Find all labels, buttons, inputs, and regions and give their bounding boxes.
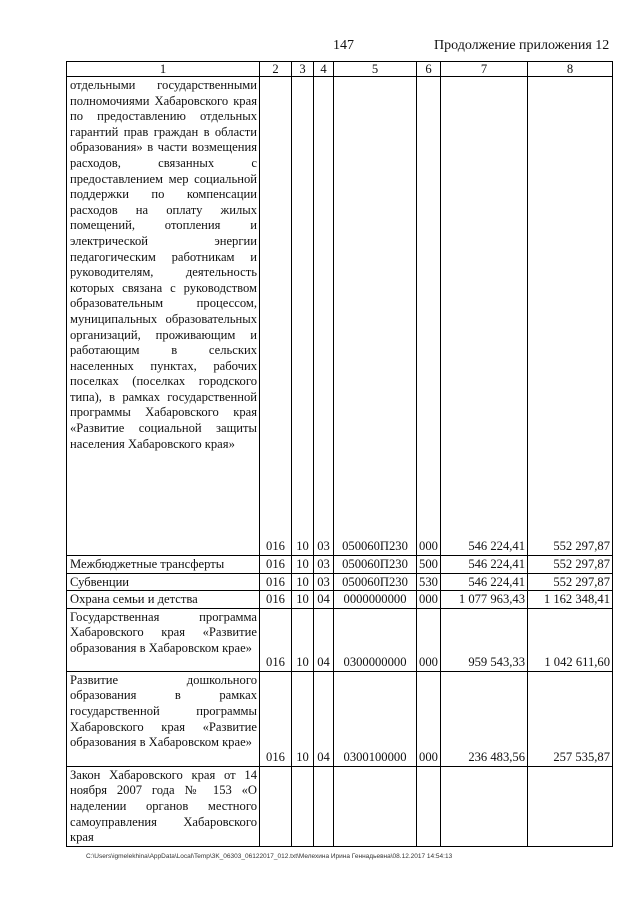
table-row bbox=[67, 766, 613, 846]
cell-expense-type bbox=[417, 766, 441, 846]
cell-expense-type: 500 bbox=[417, 556, 441, 574]
cell-subsection: 03 bbox=[314, 573, 334, 591]
cell-admin-code: 016 bbox=[260, 77, 292, 556]
table-row bbox=[67, 77, 613, 556]
cell-admin-code: 016 bbox=[260, 591, 292, 609]
cell-amount-2019: 1 042 611,60 bbox=[528, 608, 613, 671]
column-header: 5 bbox=[334, 62, 417, 77]
cell-target-article: 0000000000 bbox=[334, 591, 417, 609]
cell-subsection: 04 bbox=[314, 591, 334, 609]
cell-amount-2018: 1 077 963,43 bbox=[441, 591, 528, 609]
cell-section: 10 bbox=[292, 77, 314, 556]
cell-subsection bbox=[314, 766, 334, 846]
cell-subsection: 04 bbox=[314, 671, 334, 766]
column-header: 4 bbox=[314, 62, 334, 77]
table-header-row bbox=[67, 62, 613, 77]
column-header: 7 bbox=[441, 62, 528, 77]
column-header: 1 bbox=[67, 62, 260, 77]
cell-amount-2019: 552 297,87 bbox=[528, 556, 613, 574]
cell-admin-code: 016 bbox=[260, 573, 292, 591]
budget-table bbox=[66, 61, 613, 847]
cell-amount-2018: 546 224,41 bbox=[441, 77, 528, 556]
cell-expense-type: 530 bbox=[417, 573, 441, 591]
row-name: Развитие дошкольного образования в рамках государственной программы Хабаровского края «Развитие образования в Хабаровском крае» bbox=[67, 671, 260, 766]
table-row bbox=[67, 608, 613, 671]
cell-target-article: 050060П230 bbox=[334, 556, 417, 574]
cell-section: 10 bbox=[292, 671, 314, 766]
column-header: 6 bbox=[417, 62, 441, 77]
cell-expense-type: 000 bbox=[417, 671, 441, 766]
page-number: 147 bbox=[333, 38, 354, 53]
file-path-footer: C:\Users\igmelekhina\AppData\Local\Temp\3K_06303_06122017_012.txt\Мелехина Ирина Геннадьевна\08.12.2017 14:54:13 bbox=[86, 853, 453, 860]
row-name: Государственная программа Хабаровского края «Развитие образования в Хабаровском крае» bbox=[67, 608, 260, 671]
cell-section: 10 bbox=[292, 608, 314, 671]
cell-target-article: 0300000000 bbox=[334, 608, 417, 671]
cell-target-article: 050060П230 bbox=[334, 573, 417, 591]
cell-expense-type: 000 bbox=[417, 77, 441, 556]
row-name: Межбюджетные трансферты bbox=[67, 556, 260, 574]
cell-admin-code bbox=[260, 766, 292, 846]
cell-target-article: 0300100000 bbox=[334, 671, 417, 766]
continuation-caption: Продолжение приложения 12 bbox=[434, 38, 610, 53]
cell-expense-type: 000 bbox=[417, 608, 441, 671]
row-name: Субвенции bbox=[67, 573, 260, 591]
cell-subsection: 04 bbox=[314, 608, 334, 671]
table-row bbox=[67, 671, 613, 766]
table-row bbox=[67, 556, 613, 574]
table-row bbox=[67, 573, 613, 591]
column-header: 2 bbox=[260, 62, 292, 77]
cell-admin-code: 016 bbox=[260, 671, 292, 766]
cell-target-article bbox=[334, 766, 417, 846]
cell-admin-code: 016 bbox=[260, 556, 292, 574]
row-name: Охрана семьи и детства bbox=[67, 591, 260, 609]
cell-amount-2019: 552 297,87 bbox=[528, 77, 613, 556]
cell-admin-code: 016 bbox=[260, 608, 292, 671]
cell-expense-type: 000 bbox=[417, 591, 441, 609]
table-row bbox=[67, 591, 613, 609]
cell-amount-2019 bbox=[528, 766, 613, 846]
cell-target-article: 050060П230 bbox=[334, 77, 417, 556]
cell-subsection: 03 bbox=[314, 556, 334, 574]
column-header: 8 bbox=[528, 62, 613, 77]
cell-section: 10 bbox=[292, 573, 314, 591]
cell-amount-2019: 552 297,87 bbox=[528, 573, 613, 591]
cell-amount-2018 bbox=[441, 766, 528, 846]
cell-amount-2018: 959 543,33 bbox=[441, 608, 528, 671]
column-header: 3 bbox=[292, 62, 314, 77]
cell-section bbox=[292, 766, 314, 846]
cell-amount-2019: 1 162 348,41 bbox=[528, 591, 613, 609]
cell-amount-2018: 546 224,41 bbox=[441, 556, 528, 574]
row-name: Закон Хабаровского края от 14 ноября 2007 года № 153 «О наделении органов местного самоуправления Хабаровского края bbox=[67, 766, 260, 846]
row-name: отдельными государственными полномочиями Хабаровского края по предоставлению отдельных гарантий прав граждан в области образования» в части возмещения расходов, связанных с предоставлением мер социальной поддержки по компенсации расходов на оплату жилых помещений, отопления и электрической энергии педагогическим работникам и руководителям, деятельность которых связана с руководством образовательным процессом, муниципальных образовательных организаций, проживающим и работающим в сельских населенных пунктах, рабочих поселках (поселках городского типа), в рамках государственной программы Хабаровского края «Развитие социальной защиты населения Хабаровского края» bbox=[67, 77, 260, 556]
cell-amount-2018: 236 483,56 bbox=[441, 671, 528, 766]
cell-section: 10 bbox=[292, 591, 314, 609]
cell-section: 10 bbox=[292, 556, 314, 574]
cell-amount-2019: 257 535,87 bbox=[528, 671, 613, 766]
cell-subsection: 03 bbox=[314, 77, 334, 556]
cell-amount-2018: 546 224,41 bbox=[441, 573, 528, 591]
